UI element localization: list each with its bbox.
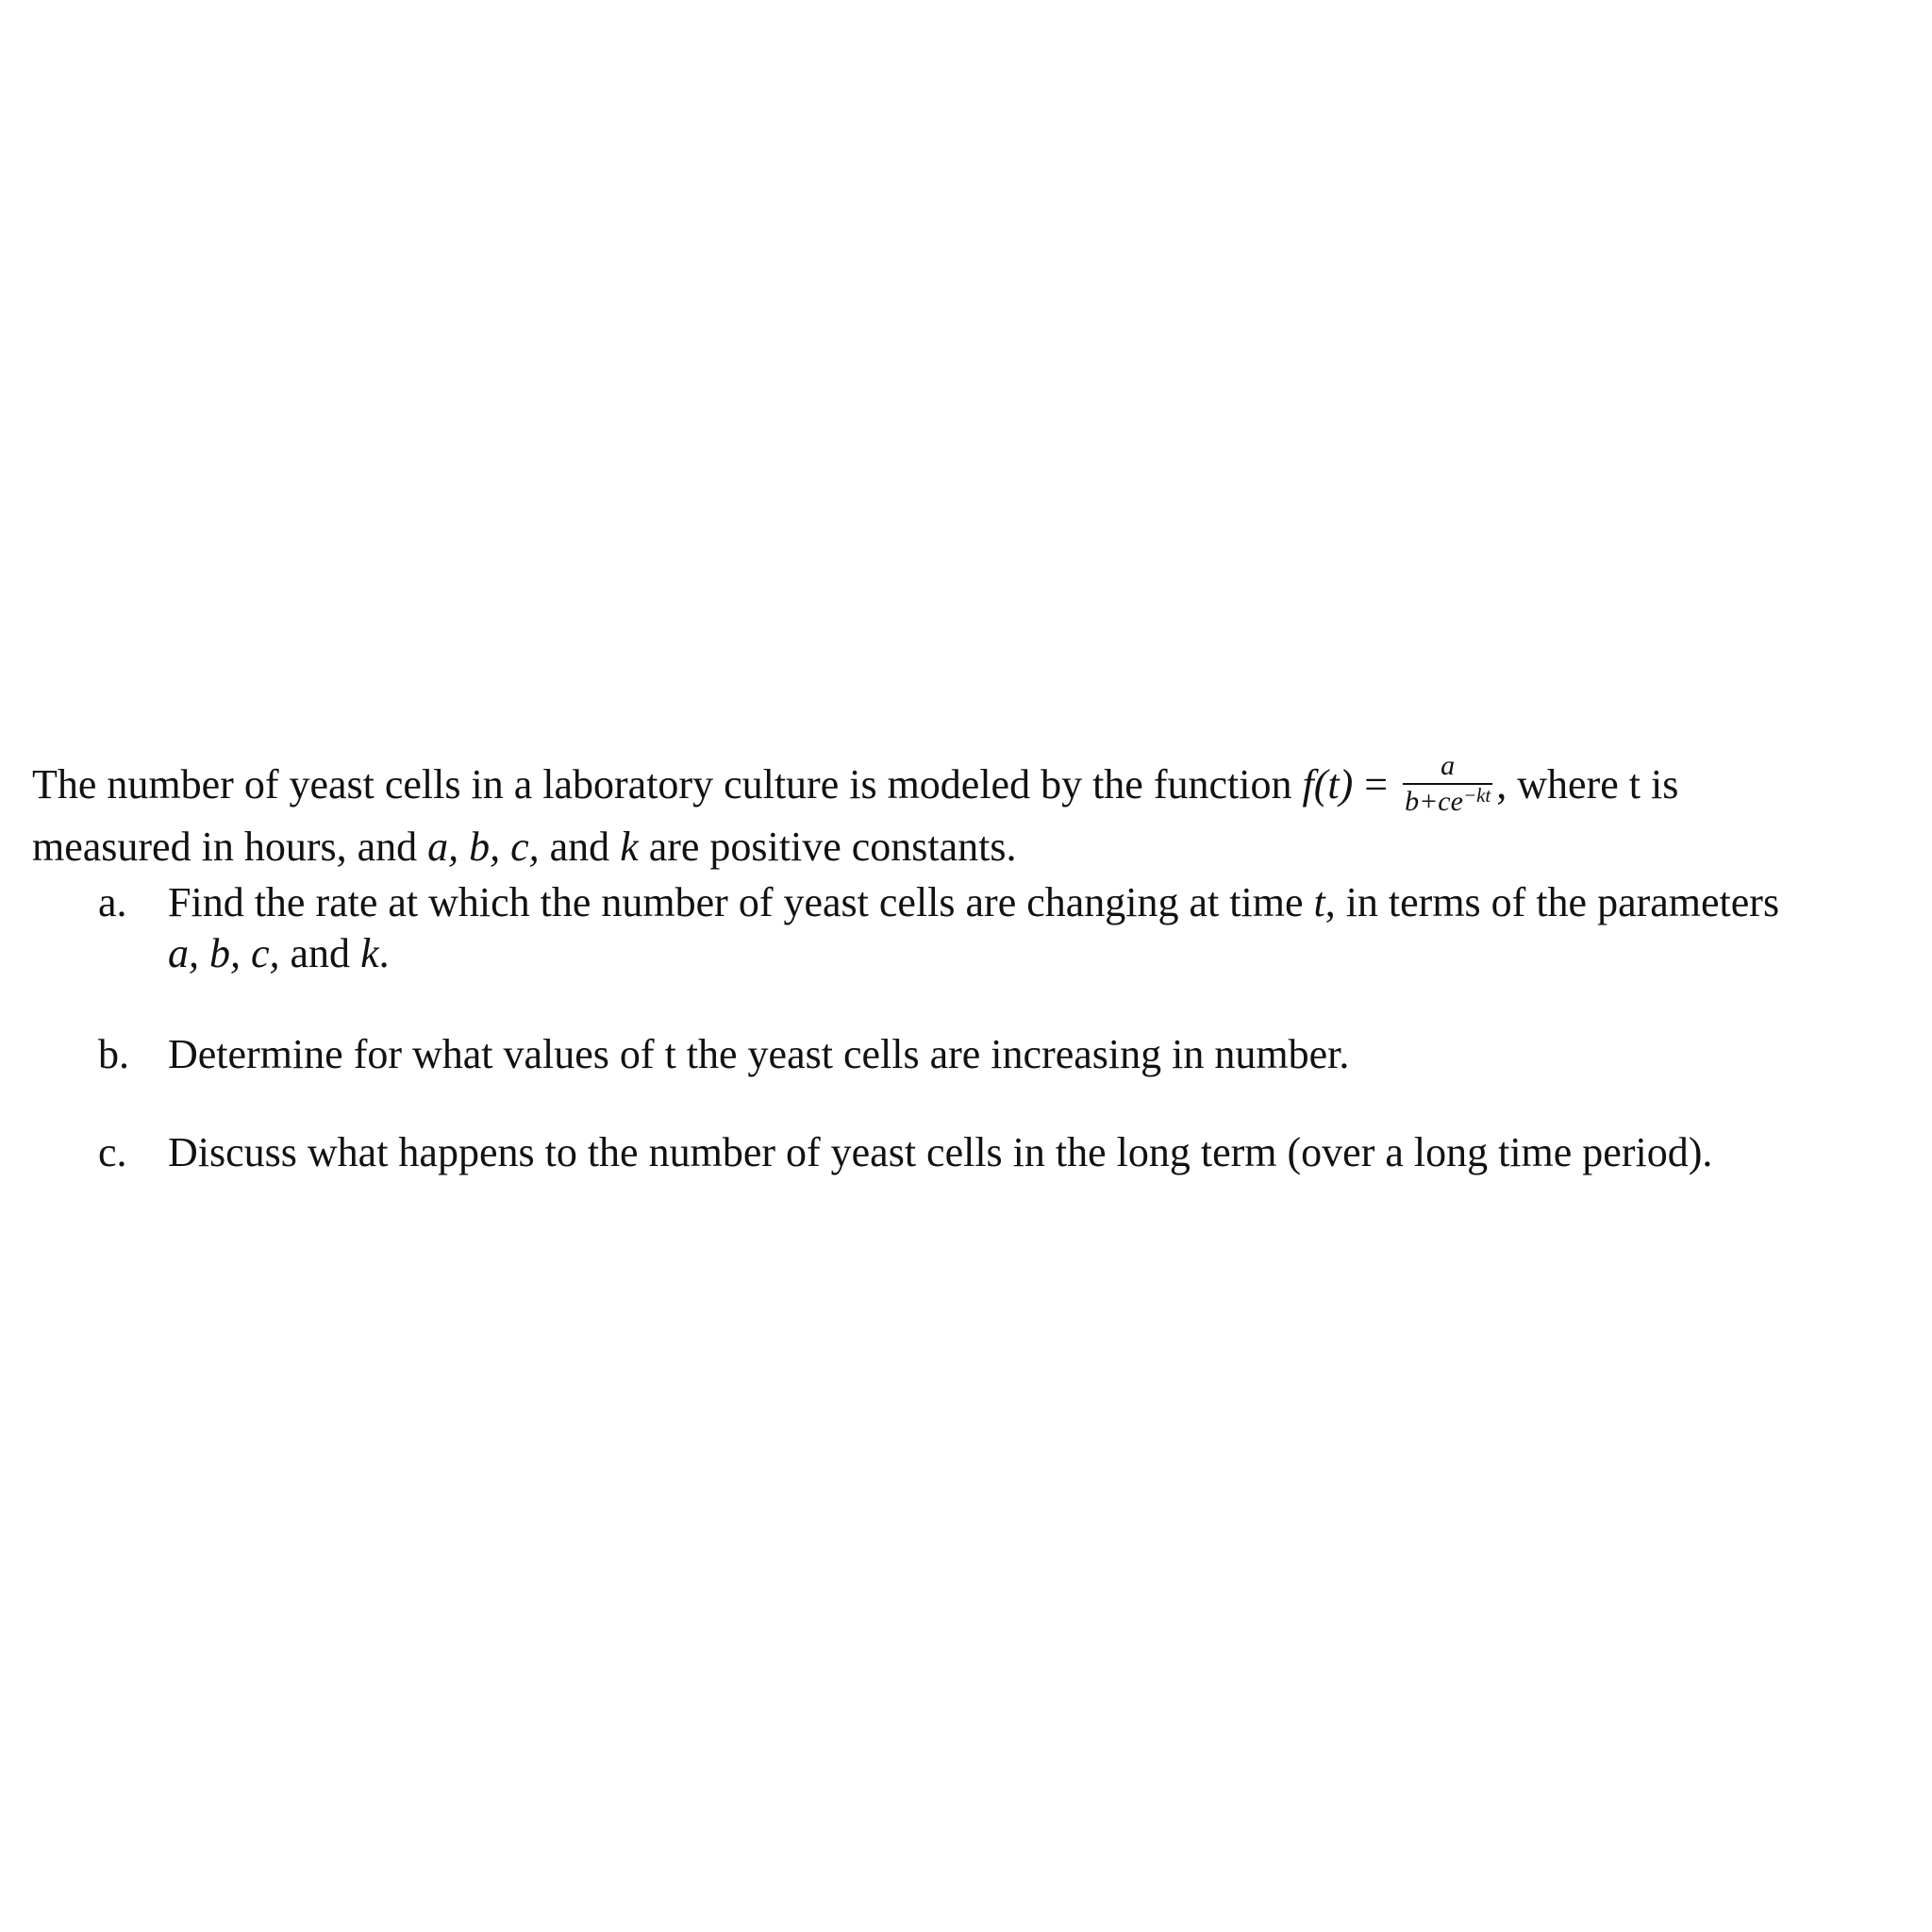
function-fraction [1403, 752, 1492, 817]
function-name: f [1302, 761, 1314, 808]
fraction-comma: , [1496, 761, 1507, 808]
problem-statement [32, 750, 1909, 1183]
intro-line2-before: measured in hours, and [32, 824, 428, 870]
function-argument: (t) [1313, 761, 1354, 808]
fraction-numerator: a [1441, 750, 1456, 782]
part-c-marker: c. [98, 1129, 127, 1175]
part-a-and: and [279, 930, 361, 976]
part-a-var-k: k [360, 930, 379, 976]
intro-line-2 [32, 817, 1909, 877]
equals-sign: = [1364, 761, 1389, 808]
part-a-text-after: , in terms of the parameters [1324, 879, 1780, 925]
part-a-text-before: Find the rate at which the number of yeast cells are changing at time [168, 879, 1314, 925]
part-a-vars: a, b, c, [168, 930, 280, 976]
denominator-exponent: −kt [1462, 784, 1491, 808]
part-c-text: Discuss what happens to the number of yeast cells in the long term (over a long time period). [168, 1129, 1713, 1175]
intro-text-after: where t is [1507, 761, 1679, 808]
intro-text-before: The number of yeast cells in a laboratory culture is modeled by the function [32, 761, 1303, 808]
part-b [32, 1024, 1909, 1085]
part-a-marker: a. [98, 879, 127, 925]
part-a-line-2 [168, 928, 1909, 979]
part-a [32, 877, 1909, 979]
part-b-text: Determine for what values of t the yeast cells are increasing in number. [168, 1031, 1350, 1077]
denominator-base: b+ce [1405, 786, 1463, 818]
problem-parts [32, 877, 1909, 1183]
part-a-var-t: t [1313, 879, 1325, 925]
intro-constant-k: k [620, 824, 639, 870]
intro-line-1 [32, 750, 1909, 818]
intro-line2-after: are positive constants. [638, 824, 1017, 870]
part-b-marker: b. [98, 1031, 129, 1077]
intro-line2-and: and [539, 824, 621, 870]
fraction-denominator [1403, 783, 1492, 817]
intro-constants: a, b, c, [427, 824, 540, 870]
part-c [32, 1123, 1909, 1183]
part-a-line-1 [168, 877, 1909, 928]
part-a-period: . [378, 930, 390, 976]
